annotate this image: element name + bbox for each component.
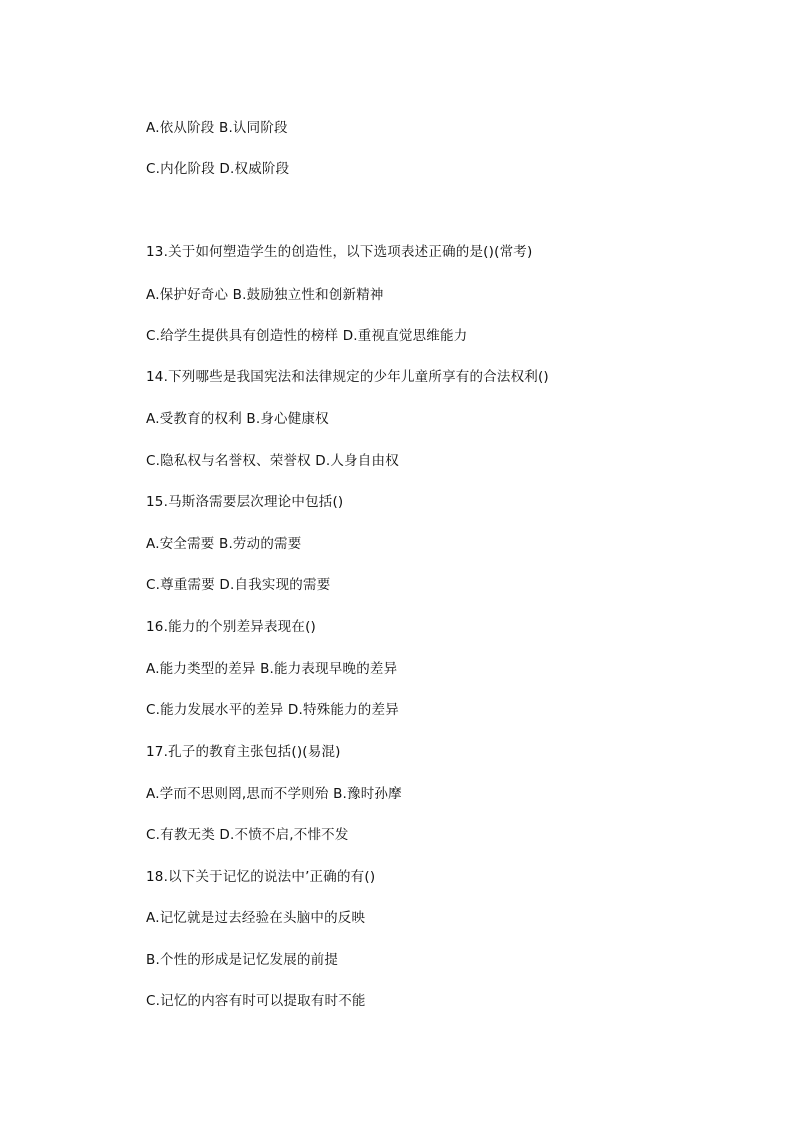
option-line-14-cd: C.隐私权与名誉权、荣誉权 D.人身自由权 [146,453,399,469]
option-line-18-c: C.记忆的内容有时可以提取有时不能 [146,993,366,1009]
question-16: 16.能力的个别差异表现在() [146,619,317,635]
option-line-12-ab: A.依从阶段 B.认同阶段 [146,120,288,136]
option-line-18-b: B.个性的形成是记忆发展的前提 [146,952,339,968]
option-line-18-a: A.记忆就是过去经验在头脑中的反映 [146,910,366,926]
option-line-16-ab: A.能力类型的差异 B.能力表现早晚的差异 [146,661,398,677]
option-line-17-cd: C.有教无类 D.不愤不启,不悱不发 [146,827,349,843]
question-18: 18.以下关于记忆的说法中’正确的有() [146,869,376,885]
option-line-16-cd: C.能力发展水平的差异 D.特殊能力的差异 [146,702,399,718]
option-line-15-cd: C.尊重需要 D.自我实现的需要 [146,577,331,593]
question-14: 14.下列哪些是我国宪法和法律规定的少年儿童所享有的合法权利() [146,369,549,385]
option-line-13-cd: C.给学生提供具有创造性的榜样 D.重视直觉思维能力 [146,328,468,344]
option-line-14-ab: A.受教育的权利 B.身心健康权 [146,411,329,427]
option-line-13-ab: A.保护好奇心 B.鼓励独立性和创新精神 [146,287,384,303]
question-17: 17.孔子的教育主张包括()(易混) [146,744,341,760]
question-13: 13.关于如何塑造学生的创造性，以下选项表述正确的是()(常考) [146,244,533,260]
option-line-17-ab: A.学而不思则罔,思而不学则殆 B.豫时孙摩 [146,786,402,802]
option-line-15-ab: A.安全需要 B.劳动的需要 [146,536,302,552]
option-line-12-cd: C.内化阶段 D.权威阶段 [146,161,290,177]
question-15: 15.马斯洛需要层次理论中包括() [146,494,344,510]
